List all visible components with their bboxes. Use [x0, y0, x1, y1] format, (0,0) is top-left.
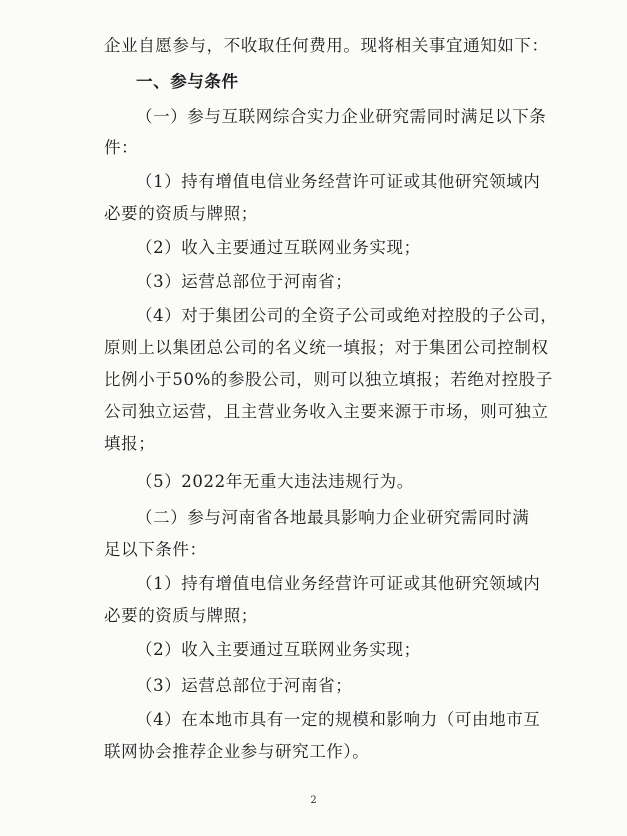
part2-item1-line1: （1）持有增值电信业务经营许可证或其他研究领域内 — [136, 574, 541, 593]
intro-tail: 企业自愿参与，不收取任何费用。现将相关事宜通知如下： — [104, 36, 549, 55]
part2-item3: （3）运营总部位于河南省； — [136, 676, 353, 695]
page-number: 2 — [310, 795, 317, 806]
part1-item4-line5: 填报； — [104, 434, 156, 453]
part1-item4-line3: 比例小于50%的参股公司，则可以独立填报；若绝对控股子 — [104, 370, 553, 389]
part1-heading-line2: 件： — [104, 138, 139, 157]
part1-item4-line2: 原则上以集团总公司的名义统一填报；对于集团公司控制权 — [104, 338, 549, 357]
part1-item4-line4: 公司独立运营，且主营业务收入主要来源于市场，则可独立 — [104, 402, 549, 421]
part2-heading-line2: 足以下条件： — [104, 540, 207, 559]
part2-item4-line1: （4）在本地市具有一定的规模和影响力（可由地市互 — [136, 710, 541, 729]
part1-item5: （5）2022年无重大违法违规行为。 — [136, 472, 414, 491]
section-heading: 一、参与条件 — [136, 72, 239, 91]
part1-item3: （3）运营总部位于河南省； — [136, 272, 353, 291]
part2-item4-line2: 联网协会推荐企业参与研究工作）。 — [104, 742, 370, 761]
part2-heading-line1: （二）参与河南省各地最具影响力企业研究需同时满 — [136, 508, 530, 527]
part2-item2: （2）收入主要通过互联网业务实现； — [136, 640, 421, 659]
part1-item2: （2）收入主要通过互联网业务实现； — [136, 238, 421, 257]
part1-item1-line1: （1）持有增值电信业务经营许可证或其他研究领域内 — [136, 172, 541, 191]
part1-item4-line1: （4）对于集团公司的全资子公司或绝对控股的子公司， — [136, 306, 558, 325]
part2-item1-line2: 必要的资质与牌照； — [104, 606, 258, 625]
part1-item1-line2: 必要的资质与牌照； — [104, 204, 258, 223]
part1-heading-line1: （一）参与互联网综合实力企业研究需同时满足以下条 — [136, 107, 547, 126]
